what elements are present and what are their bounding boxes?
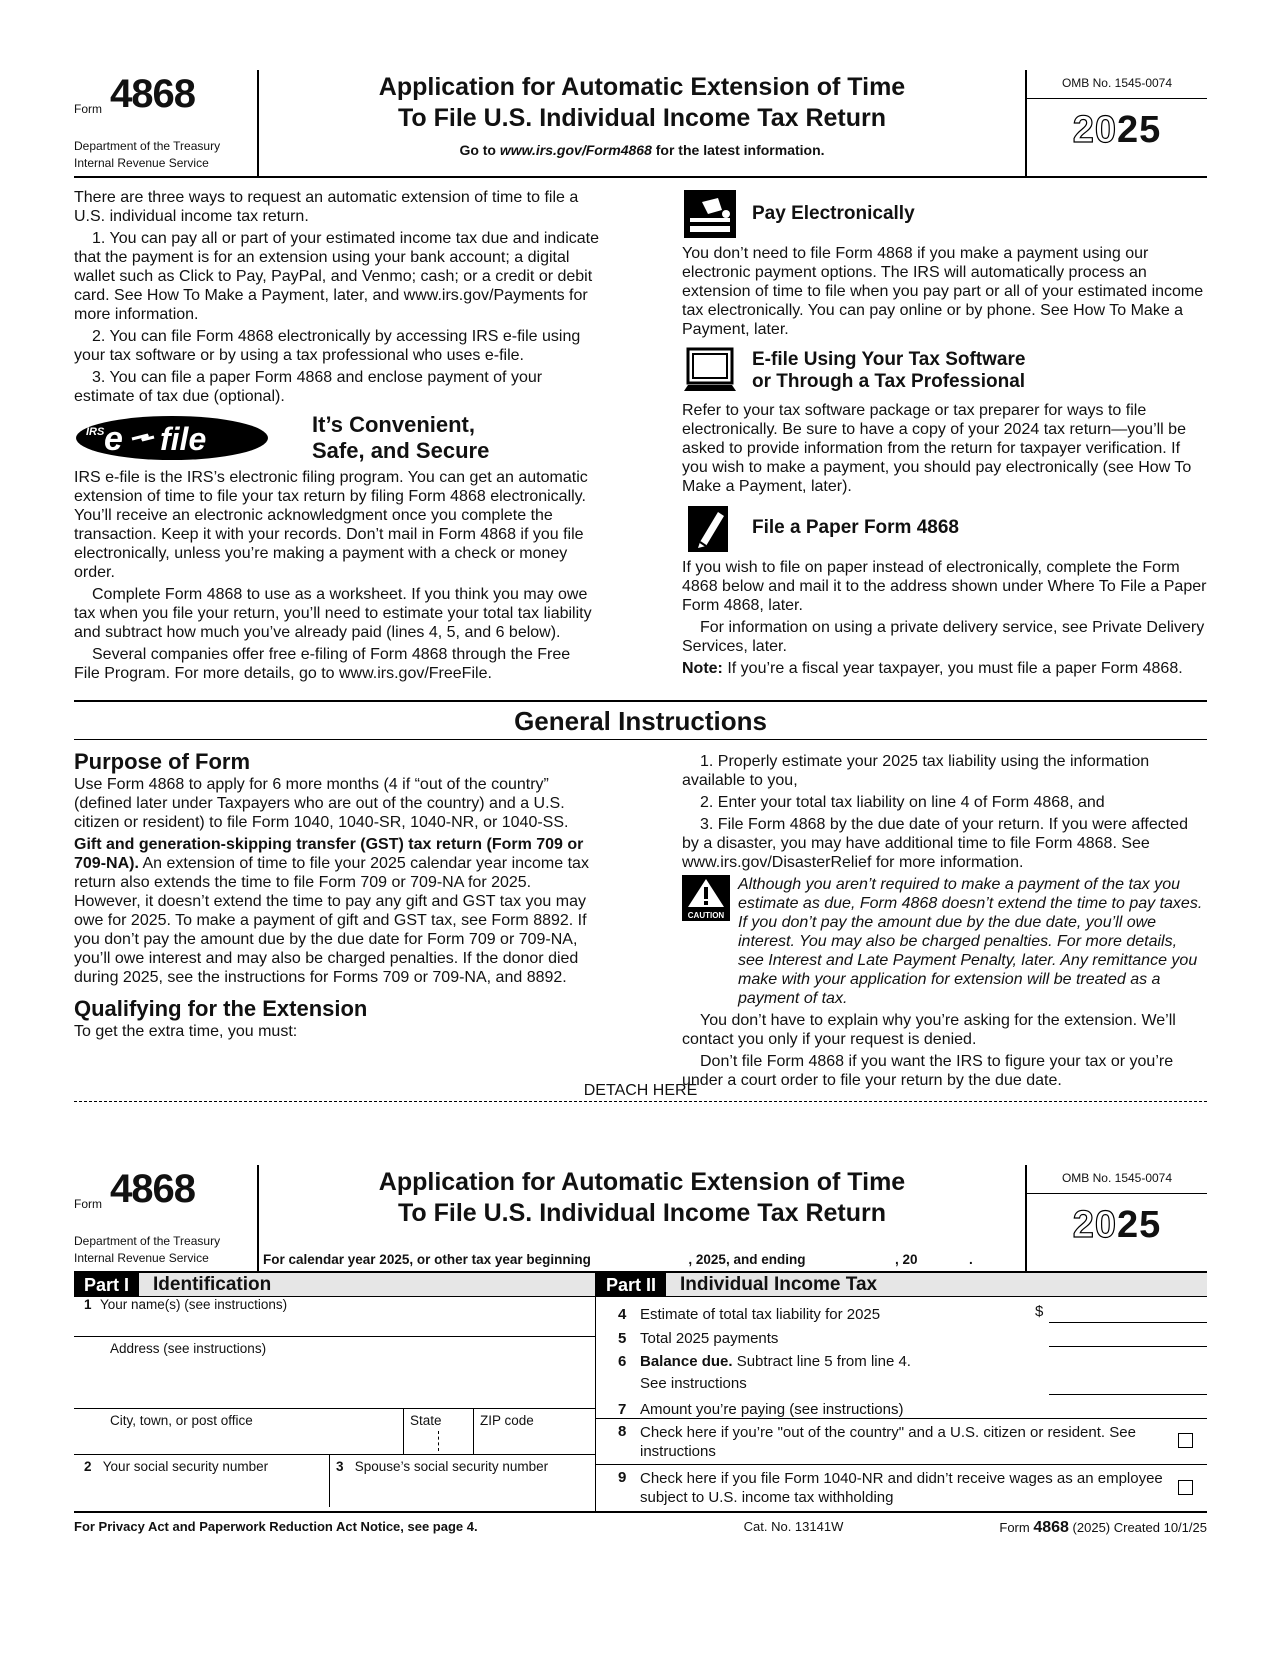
cal-c: , 20 [894,1252,918,1267]
general-columns [74,740,1207,1093]
irs-efile-logo [74,413,270,463]
cal-b: , 2025, and ending [688,1252,806,1267]
part1-tag: Part I [74,1273,139,1297]
detach-label: DETACH HERE [583,1082,698,1099]
caution-label: CAUTION [687,911,725,920]
form-footer [74,1513,1207,1537]
line-4-text: Estimate of total tax liability for 2025 [640,1306,881,1323]
line-8 [596,1419,1207,1465]
city-state-zip-row [74,1409,595,1455]
line-6-bold: Balance due. [640,1353,733,1370]
line-6-amount[interactable] [1049,1373,1207,1395]
pen-icon [682,502,738,554]
form-number: 4868 [110,72,195,116]
requirement-3: 3. File Form 4868 by the due date of your return. If you were affected by a disaster, you may have additional time to file Form 4868. See www.irs.gov/DisasterRelief for more information. [682,816,1188,871]
gift-tax-paragraph [74,835,599,987]
voucher-form-word: Form [74,1197,102,1211]
caution-text: Although you aren’t required to make a payment of the tax you estimate as due, Form 4868 doesn’t extend the time to pay taxes. If you don’t pay the amount due by the due date, you’ll owe interest. You may also be charged penalties. For more details, see Interest and Late Payment Penalty, later. Any remittance you make with your application for extension will be treated as a payment of tax. [738,876,1203,1007]
zip-field[interactable] [474,1409,595,1454]
line-5-text: Total 2025 payments [640,1330,779,1347]
omb-number: OMB No. 1545-0074 [1027,70,1207,99]
intro-p1: There are three ways to request an automatic extension of time to file a U.S. individual income tax return. [74,189,579,225]
general-instructions-title: General Instructions [74,700,1207,740]
year-solid: 25 [1117,109,1162,151]
name-field-label: Your name(s) (see instructions) [100,1297,288,1312]
line-5-number: 5 [618,1330,627,1347]
intro-columns [74,188,1207,686]
line-4-amount[interactable] [1035,1301,1207,1323]
city-field[interactable] [74,1409,404,1454]
ssn-field[interactable] [74,1455,330,1507]
part1-identification [74,1273,596,1511]
voucher-header [74,1165,1207,1271]
goto-pre: Go to [459,142,500,158]
line-8-text: Check here if you’re "out of the country" and a U.S. citizen or resident. See instructions [640,1423,1136,1460]
intro-freefile-text: Several companies offer free e-filing of Form 4868 through the Free File Program. For more details, go to www.irs.gov/FreeFile. [74,646,571,682]
line-6-text [640,1351,1041,1395]
form-title-line2: To File U.S. Individual Income Tax Return [397,104,887,132]
form-word: Form [74,102,102,116]
line-7 [596,1395,1207,1419]
voucher-department [74,1233,220,1267]
qualifying-heading: Qualifying for the Extension [74,996,368,1021]
part2-title: Individual Income Tax [680,1273,878,1295]
part2-tag: Part II [596,1273,666,1297]
efile-software-title2: or Through a Tax Professional [752,371,1026,392]
caution-block [682,875,1207,1011]
spouse-ssn-number: 3 [336,1459,344,1474]
line-9 [596,1465,1207,1511]
efile-software-title1: E-file Using Your Tax Software [752,349,1026,370]
fiscal-note [682,659,1207,678]
note-label: Note: [682,660,723,677]
intro-efile-text: IRS e-file is the IRS’s electronic filing program. You can get an automatic extension of time to file your tax return by filing Form 4868 electronically. You’ll receive an electronic acknowledgment once you complete the transaction. Keep it with your records. Don’t mail in Form 4868 if you file electronically, unless you’re making a payment with a check or money order. [74,469,588,581]
dept-irs: Internal Revenue Service [74,156,209,170]
city-label: City, town, or post office [110,1413,253,1428]
state-field[interactable] [404,1409,474,1454]
pay-electronically-title: Pay Electronically [752,203,915,224]
line-7-number: 7 [618,1401,627,1418]
voucher-dept-treasury: Department of the Treasury [74,1234,221,1248]
calendar-year-line [263,1252,973,1267]
intro-way3: 3. You can file a paper Form 4868 and enclose payment of your estimate of tax due (optional). [74,369,543,405]
line-6-desc: Subtract line 5 from line 4. [732,1353,911,1370]
spouse-ssn-field[interactable] [330,1455,595,1507]
line-4-dollar: $ [1035,1303,1044,1320]
efile-software-text: Refer to your tax software package or tax preparer for ways to file electronically. Be sure to have a copy of your 2024 tax return—you’ll be asked to provide information from the return for taxpayer verification. If you wish to make a payment, you should pay electronically (see How To Make a Payment, later). [682,402,1192,495]
line-6-desc2: See instructions [640,1375,747,1392]
no-explain-text: You don’t have to explain why you’re asking for the extension. We’ll contact you only if your request is denied. [682,1012,1176,1048]
voucher-parts [74,1271,1207,1513]
voucher-title-line1: Application for Automatic Extension of Time [378,1168,906,1196]
svg-text:file: file [160,421,207,457]
spouse-ssn-label: Spouse’s social security number [354,1459,549,1474]
line-7-text: Amount you’re paying (see instructions) [640,1401,904,1418]
line-5 [596,1323,1207,1347]
purpose-text: Use Form 4868 to apply for 6 more months (4 if “out of the country” (defined later under Taxpayers who are out of the country) and a U.S. citizen or resident) to file Form 1040, 1040-SR, 1040-NR, or 1040-SS. [74,776,569,831]
footer-form-post: (2025) Created 10/1/25 [1068,1520,1207,1535]
zip-label: ZIP code [480,1413,534,1428]
purpose-heading: Purpose of Form [74,749,251,774]
payment-terminal-icon [682,188,738,240]
voucher-year-outline: 20 [1072,1204,1117,1246]
line-9-text: Check here if you file Form 1040-NR and didn’t receive wages as an employee subject to U.S. income tax withholding [640,1470,1163,1506]
ssn-row [74,1455,595,1507]
gift-tax-bold: Gift and generation-skipping transfer (GST) tax return (Form 709 or 709-NA). [74,836,584,872]
part1-title: Identification [153,1273,272,1295]
part2-header [596,1273,1207,1297]
line-6 [596,1347,1207,1395]
pay-electronically-text: You don’t need to file Form 4868 if you make a payment using our electronic payment options. The IRS will automatically process an extension of time to file when you pay part or all of your estimated income tax electronically. You can pay online or by phone. See How To Make a Payment, later. [682,245,1204,338]
name-field[interactable] [74,1297,595,1337]
svg-text:IRS: IRS [86,426,105,438]
voucher-omb-year-box [1025,1165,1207,1271]
ssn-number: 2 [84,1459,92,1474]
computer-icon [682,345,738,397]
line-8-number: 8 [618,1423,627,1440]
line-4-number: 4 [618,1306,627,1323]
line-9-checkbox[interactable] [1178,1480,1193,1495]
voucher-year-solid: 25 [1117,1204,1162,1246]
line-8-checkbox[interactable] [1178,1433,1193,1448]
ssn-label: Your social security number [102,1459,269,1474]
voucher-tax-year [1027,1194,1207,1247]
omb-year-box [1025,70,1207,176]
cal-a: For calendar year 2025, or other tax year beginning [263,1252,591,1267]
intro-worksheet-text: Complete Form 4868 to use as a worksheet. If you think you may owe tax when you file your return, you’ll need to estimate your total tax liability and subtract how much you’ve already paid (lines 4, 5, and 6 below). [74,586,592,641]
privacy-notice: For Privacy Act and Paperwork Reduction Act Notice, see page 4. [74,1519,478,1534]
tax-year [1027,99,1207,152]
dept-treasury: Department of the Treasury [74,139,221,153]
year-outline: 20 [1072,109,1117,151]
form-footer-id [999,1519,1207,1537]
paper-form-head [682,502,1207,554]
part1-header [74,1273,595,1297]
svg-text:e: e [104,420,123,458]
form-title-box [259,70,1025,176]
intro-way2: 2. You can file Form 4868 electronically by accessing IRS e-file using your tax software or by using a tax professional who uses e-file. [74,328,581,364]
convenient-line2: Safe, and Secure [312,438,490,463]
part2-income-tax [596,1273,1207,1511]
note-text: If you’re a fiscal year taxpayer, you must file a paper Form 4868. [722,660,1183,677]
line-5-amount[interactable] [1049,1325,1207,1347]
requirement-2: 2. Enter your total tax liability on line 4 of Form 4868, and [700,794,1105,811]
address-field-label: Address (see instructions) [110,1341,267,1356]
catalog-number: Cat. No. 13141W [743,1519,844,1534]
gift-tax-text: An extension of time to file your 2025 calendar year income tax return also extends the time to file Form 709 or 709-NA for 2025. However, it doesn’t extend the time to pay any gift and GST tax you may owe for 2025. To make a payment of gift and GST tax, see Form 8892. If you don’t pay the amount due by the due date for Form 709 or 709-NA, you’ll owe interest and may also be charged penalties. If the donor died during 2025, see the instructions for Forms 709 or 709-NA, and 8892. [74,855,589,986]
department [74,138,220,172]
caution-icon [682,875,730,921]
line-9-number: 9 [618,1469,627,1486]
name-field-number: 1 [84,1297,92,1312]
line-6-number: 6 [618,1353,627,1370]
form-id-box [74,70,259,176]
intro-right-column [682,188,1207,686]
address-field[interactable] [74,1337,595,1409]
footer-form-pre: Form [999,1520,1034,1535]
dont-file-text: Don’t file Form 4868 if you want the IRS to figure your tax or you’re under a court order to file your return by the due date. [682,1053,1174,1089]
footer-form-num: 4868 [1033,1519,1069,1536]
pay-electronically-head [682,188,1207,240]
qualifying-text: To get the extra time, you must: [74,1023,298,1040]
state-label: State [410,1413,442,1428]
line-7-amount[interactable] [1049,1396,1207,1418]
voucher-form-number: 4868 [110,1167,195,1211]
requirement-1: 1. Properly estimate your 2025 tax liability using the information available to you, [682,753,1150,789]
state-divider [438,1431,439,1451]
form-page [74,70,1207,1537]
efile-banner [74,412,599,464]
voucher-dept-irs: Internal Revenue Service [74,1251,209,1265]
efile-software-title [752,349,1025,393]
intro-left-column [74,188,599,686]
goto-line [259,142,1025,158]
paper-form-text: If you wish to file on paper instead of electronically, complete the Form 4868 below and mail it to the address shown under Where To File a Paper Form 4868, later. [682,559,1207,614]
form-title-line1: Application for Automatic Extension of Time [378,73,906,101]
convenient-line1: It’s Convenient, [312,412,475,437]
efile-software-head [682,345,1207,397]
paper-form-title: File a Paper Form 4868 [752,517,959,538]
convenient-heading [312,412,489,464]
line-4 [596,1297,1207,1323]
voucher-omb-number: OMB No. 1545-0074 [1027,1165,1207,1194]
voucher-title-box [259,1165,1025,1271]
goto-url[interactable]: www.irs.gov/Form4868 [499,142,652,158]
private-delivery-text: For information on using a private delivery service, see Private Delivery Services, later. [682,619,1205,655]
general-right-column [682,740,1207,1093]
voucher-title-line2: To File U.S. Individual Income Tax Return [397,1199,887,1227]
form-header [74,70,1207,178]
voucher-form-id-box [74,1165,259,1271]
cal-d: . [969,1252,973,1267]
general-left-column [74,740,599,1093]
intro-way1: 1. You can pay all or part of your estimated income tax due and indicate that the payment is for an extension using your bank account; a digital wallet such as Click to Pay, PayPal, and Venmo; cash; or a credit or debit card. See How To Make a Payment, later, and www.irs.gov/Payments for more information. [74,230,599,323]
goto-post: for the latest information. [651,142,825,158]
detach-line [74,1082,1207,1165]
